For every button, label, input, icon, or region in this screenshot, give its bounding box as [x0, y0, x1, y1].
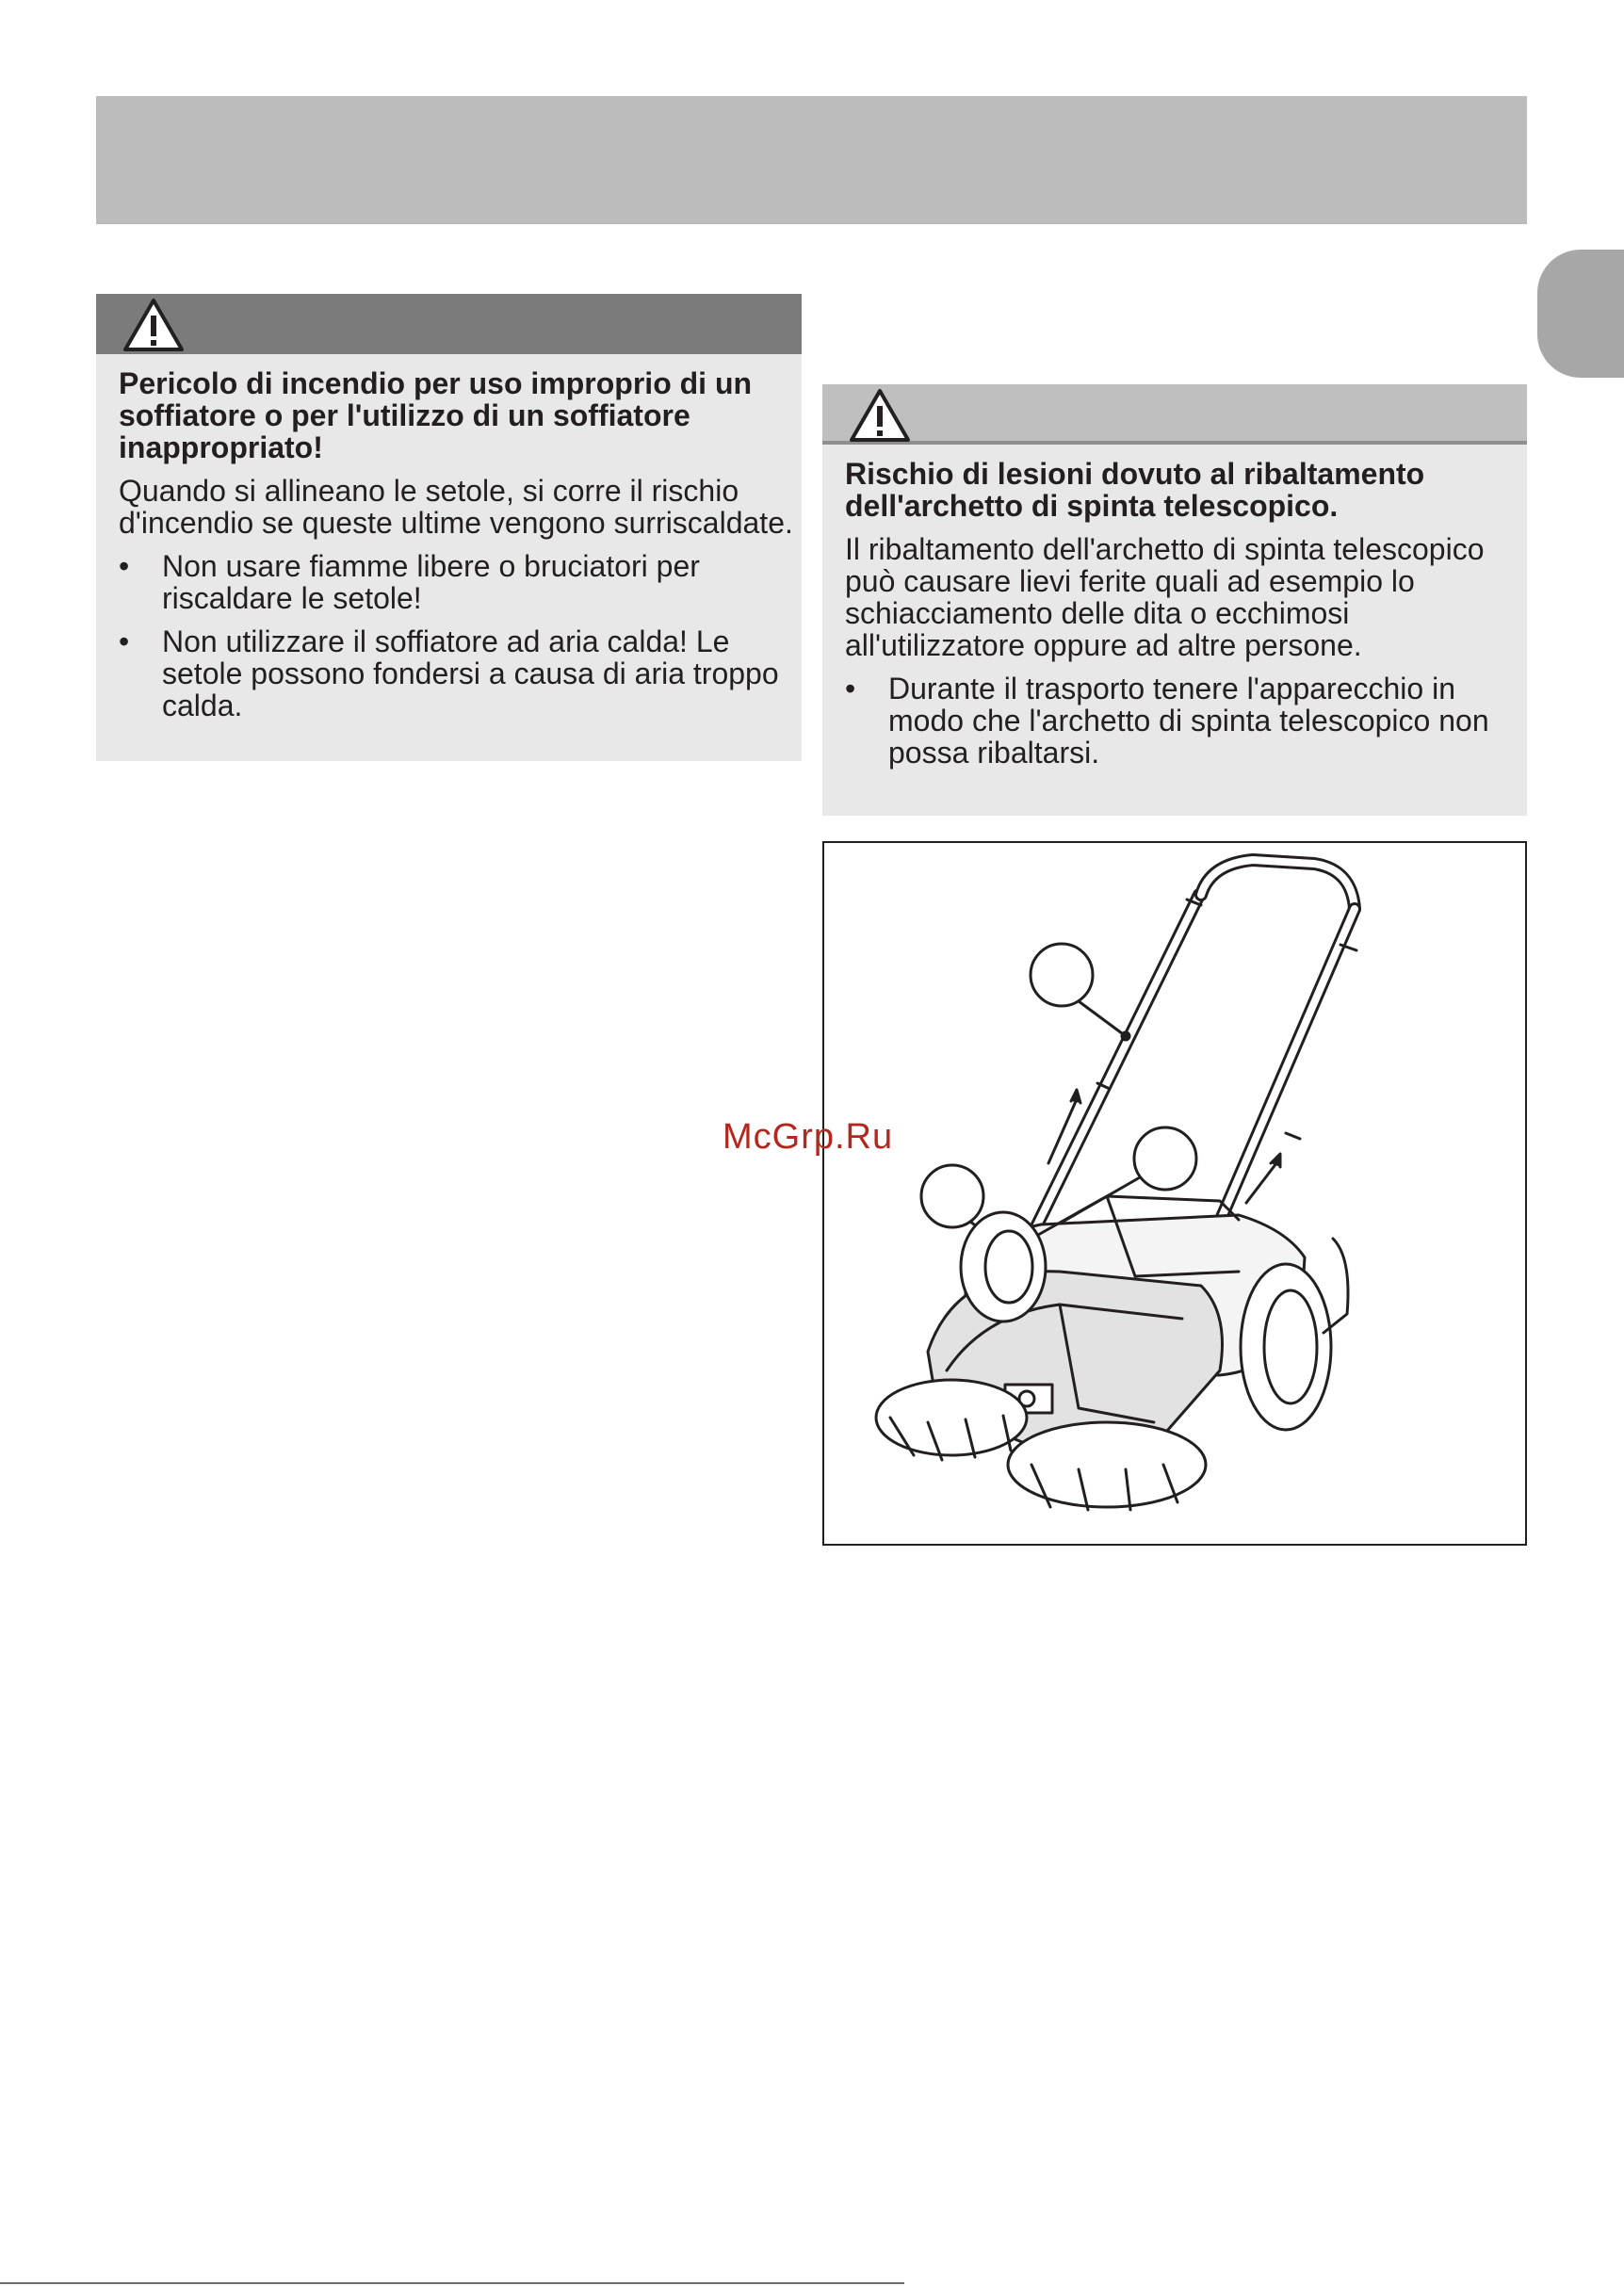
warning-body: [845, 458, 1527, 780]
sweeper-illustration: [822, 841, 1527, 1546]
warning-triangle-icon: [122, 298, 185, 352]
bullet-item: [119, 550, 794, 614]
warning-header: [96, 294, 802, 354]
bullet-text: Non usare fiamme libere o bruciatori per riscaldare le setole!: [162, 549, 700, 615]
sweeper-drawing: [824, 843, 1525, 1544]
bullet-dot: •: [119, 624, 130, 658]
warning-text: Quando si allineano le setole, si corre il rischio d'incendio se queste ultime vengono surriscaldate.: [119, 474, 793, 540]
section-tab: [1537, 250, 1624, 378]
warning-title: Pericolo di incendio per uso improprio di un soffiatore o per l'utilizzo di un soffiatore inappropriato!: [119, 366, 753, 464]
header-band: [96, 96, 1527, 224]
bullet-dot: •: [845, 672, 856, 705]
watermark: McGrp.Ru: [723, 1117, 894, 1157]
fire-hazard-warning: [96, 294, 802, 761]
warning-header: [822, 384, 1527, 445]
warning-text: Il ribaltamento dell'archetto di spinta telescopico può causare lievi ferite quali ad esempio lo schiacciamento delle dita o ecchimosi all'utilizzatore oppure ad altre persone.: [845, 532, 1485, 662]
bullet-item: [845, 673, 1527, 769]
injury-risk-warning: [822, 384, 1527, 816]
bullet-dot: •: [119, 549, 130, 583]
warning-body: [119, 367, 794, 733]
warning-title: Rischio di lesioni dovuto al ribaltamento dell'archetto di spinta telescopico.: [845, 457, 1425, 523]
bullet-text: Non utilizzare il soffiatore ad aria calda! Le setole possono fondersi a causa di aria troppo calda.: [162, 624, 779, 722]
footer-divider: [0, 2282, 904, 2284]
bullet-text: Durante il trasporto tenere l'apparecchio in modo che l'archetto di spinta telescopico non possa ribaltarsi.: [888, 672, 1489, 770]
warning-triangle-icon: [849, 388, 911, 443]
bullet-item: [119, 625, 794, 721]
